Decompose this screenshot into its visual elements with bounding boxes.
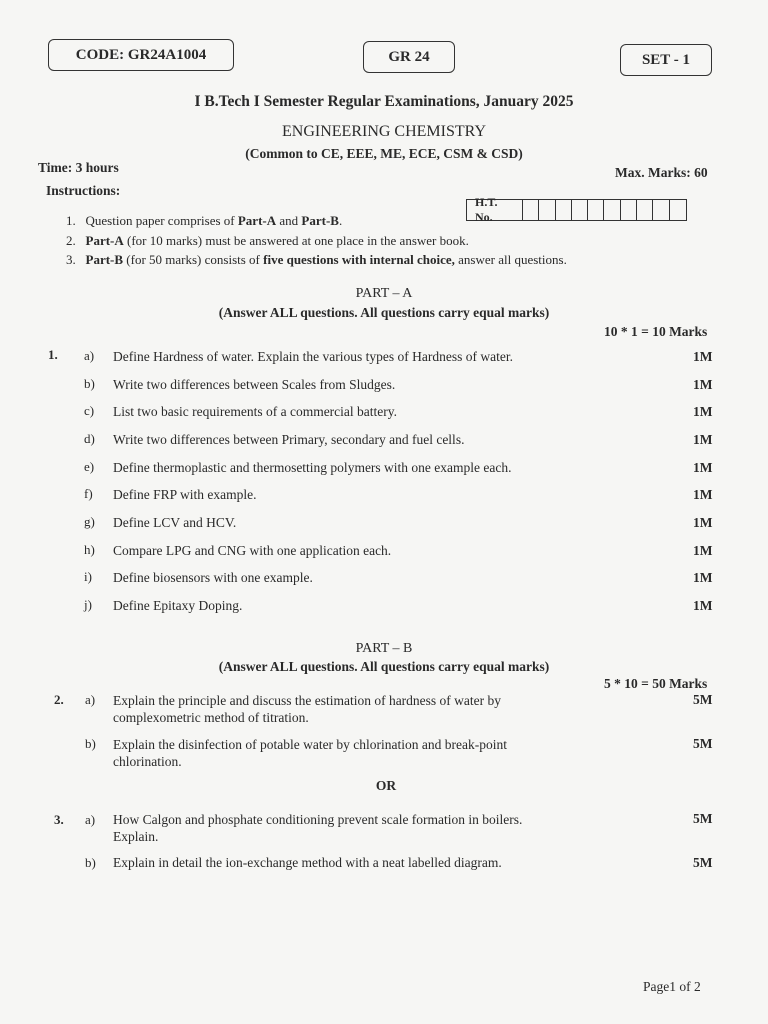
question-label: a) <box>85 692 96 707</box>
question-label: i) <box>84 569 92 584</box>
question-label: a) <box>84 348 95 363</box>
question-marks: 1M <box>693 404 713 419</box>
question-text: Explain in detail the ion-exchange method with a neat labelled diagram. <box>113 855 502 870</box>
question-text: Define biosensors with one example. <box>113 570 313 585</box>
question-marks: 5M <box>693 736 713 751</box>
question-marks: 1M <box>693 598 713 613</box>
question-label: b) <box>85 736 96 751</box>
question-marks: 5M <box>693 692 713 707</box>
question-marks: 1M <box>693 460 713 475</box>
part-b-marks: 5 * 10 = 50 Marks <box>604 676 708 691</box>
instruction-item: 1. Question paper comprises of Part-A and Part-B. <box>66 213 343 228</box>
question-text: How Calgon and phosphate conditioning prevent scale formation in boilers. Explain. <box>113 812 523 844</box>
exam-time: Time: 3 hours <box>38 160 119 175</box>
question-marks: 1M <box>693 570 713 585</box>
question-text: Define LCV and HCV. <box>113 515 237 530</box>
instructions-heading: Instructions: <box>46 183 121 198</box>
question-marks: 1M <box>693 543 713 558</box>
question-label: e) <box>84 459 95 474</box>
hall-ticket-number-field[interactable] <box>466 195 687 224</box>
question-number: 2. <box>54 692 64 707</box>
question-label: a) <box>85 812 96 827</box>
question-text: Explain the principle and discuss the estimation of hardness of water by complexometric method of titration. <box>113 693 502 725</box>
question-label: b) <box>84 376 95 391</box>
question-text: Define Hardness of water. Explain the various types of Hardness of water. <box>113 349 514 364</box>
question-label: h) <box>84 542 95 557</box>
question-marks: 1M <box>693 349 713 364</box>
part-b-title: PART – B <box>355 641 413 656</box>
question-text: Write two differences between Primary, secondary and fuel cells. <box>113 432 465 447</box>
instruction-item: 3. Part-B (for 50 marks) consists of five questions with internal choice, answer all questions. <box>66 252 567 267</box>
paper-code: CODE: GR24A1004 <box>48 39 234 71</box>
question-label: g) <box>84 514 95 529</box>
question-marks: 1M <box>693 377 713 392</box>
part-a-title: PART – A <box>355 286 413 301</box>
max-marks: Max. Marks: 60 <box>615 165 708 180</box>
or-separator: OR <box>375 778 397 793</box>
question-label: j) <box>84 597 92 612</box>
question-label: f) <box>84 486 93 501</box>
common-to: (Common to CE, EEE, ME, ECE, CSM & CSD) <box>245 146 523 161</box>
regulation-badge: GR 24 <box>363 41 455 73</box>
part-a-subtitle: (Answer ALL questions. All questions carry equal marks) <box>218 305 550 320</box>
question-marks: 5M <box>693 811 713 826</box>
part-a-marks: 10 * 1 = 10 Marks <box>604 324 708 339</box>
question-label: c) <box>84 403 95 418</box>
page-number: Page1 of 2 <box>643 979 701 994</box>
part-b-subtitle: (Answer ALL questions. All questions carry equal marks) <box>218 659 550 674</box>
subject-title: ENGINEERING CHEMISTRY <box>282 123 486 140</box>
exam-title: I B.Tech I Semester Regular Examinations, January 2025 <box>194 93 574 110</box>
question-text: Compare LPG and CNG with one application each. <box>113 543 392 558</box>
question-marks: 5M <box>693 855 713 870</box>
question-text: List two basic requirements of a commercial battery. <box>113 404 398 419</box>
question-label: b) <box>85 855 96 870</box>
question-number: 1. <box>48 347 58 362</box>
question-marks: 1M <box>693 432 713 447</box>
instruction-item: 2. Part-A (for 10 marks) must be answered at one place in the answer book. <box>66 233 469 248</box>
question-number: 3. <box>54 812 64 827</box>
set-badge: SET - 1 <box>620 44 712 76</box>
question-text: Define Epitaxy Doping. <box>113 598 243 613</box>
question-marks: 1M <box>693 487 713 502</box>
question-text: Define FRP with example. <box>113 487 257 502</box>
question-marks: 1M <box>693 515 713 530</box>
ht-no-label: H.T. No. <box>467 200 523 220</box>
question-text: Write two differences between Scales from Sludges. <box>113 377 396 392</box>
question-text: Define thermoplastic and thermosetting polymers with one example each. <box>113 460 512 475</box>
question-text: Explain the disinfection of potable water by chlorination and break-point chlorination. <box>113 737 508 769</box>
question-label: d) <box>84 431 95 446</box>
